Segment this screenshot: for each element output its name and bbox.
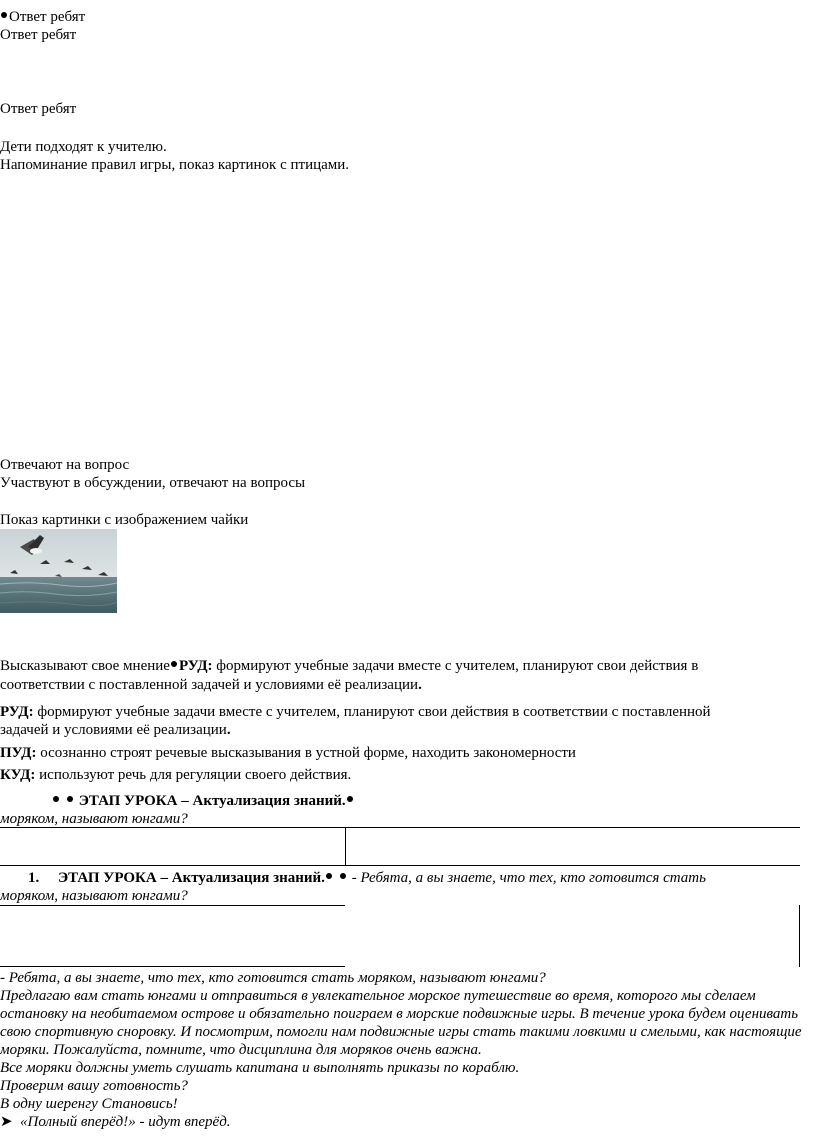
rud-text: формируют учебные задачи вместе с учителем, планируют свои действия в соответствии с поставленной [33,704,711,720]
seagulls-photo [0,529,117,613]
period: . [418,677,422,693]
proposal-text: Предлагаю вам стать юнгами и отправиться в увлекательное морское путешествие во время, которого мы сделаем остановку на необитаемом острове и обязательно поиграем в морские подвижные игры. В течение урока будем оценивать свою спортивную сноровку. И посмотрим, помогли нам подвижные игры стать такими ловкими и смелыми, как настоящие моряки. Пожалуйста, помните, что дисциплина для моряков очень важна. [0,988,802,1058]
kud-label: КУД: [0,767,36,783]
bullet-dot-icon [347,796,353,802]
rud-label-inline: РУД: [178,658,213,674]
kud-line [0,766,351,784]
stage-number: 1. [28,870,40,886]
stage-heading-numbered [28,869,706,887]
answer-line-1 [0,8,85,26]
line-up-line: В одну шеренгу Становись! [0,1096,178,1112]
bullet-dot-icon [340,873,346,879]
discussion-line: Участвуют в обсуждении, отвечают на вопросы [0,475,306,491]
children-approach-line: Дети подходят к учителю. [0,139,167,155]
table-divider [799,905,800,967]
opinions-text: Высказывают свое мнение [0,658,170,674]
table-rule [0,865,800,866]
answer-line-3: Ответ ребят [0,101,77,117]
stage-question: Ребята, а вы знаете, что тех, кто готовится стать [360,870,706,886]
dash: - [347,870,361,886]
pud-label: ПУД: [0,745,37,761]
rud-text-inline-2: соответствии с поставленной задачей и условиями её реализации [0,677,419,693]
pud-text: осознанно строят речевые высказывания в устной форме, находить закономерности [36,745,576,761]
bullet-dot-icon [67,796,73,802]
bullet-dot-icon [53,796,59,802]
seagull-picture-caption: Показ картинки с изображением чайки [0,512,249,528]
period: . [226,722,231,738]
opinions-line-2 [0,676,422,694]
rules-reminder-line: Напоминание правил игры, показ картинок с птицами. [0,157,350,173]
table-divider [345,827,346,865]
full-ahead-text: «Полный вперёд!» - идут вперёд. [20,1114,231,1130]
stage-title: ЭТАП УРОКА – Актуализация знаний. [58,870,325,886]
kud-text: используют речь для регуляции своего действия. [35,767,352,783]
rud-label: РУД: [0,704,34,720]
table-rule [0,905,345,906]
full-ahead-line [0,1113,814,1131]
table-rule [0,827,800,828]
arrow-bullet-icon: ➤ [0,1114,13,1130]
stage-heading [52,792,355,810]
sailors-line: Все моряки должны уметь слушать капитана и выполнять приказы по кораблю. [0,1060,520,1076]
table-rule [0,966,345,967]
stage-continuation: моряком, называют юнгами? [0,811,188,827]
rud-line [0,703,711,721]
pud-line [0,744,576,762]
bullet-dot-icon [326,873,332,879]
bullet-dot-icon [171,661,177,667]
bullet-dot-icon [1,12,7,18]
lesson-paragraph [0,969,814,1131]
opinions-line [0,657,698,675]
stage-title: ЭТАП УРОКА – Актуализация знаний. [78,793,346,809]
question-line: - Ребята, а вы знаете, что тех, кто готовится стать моряком, называют юнгами? [0,970,546,986]
rud-text-inline: формируют учебные задачи вместе с учителем, планируют свои действия в [212,658,699,674]
readiness-line: Проверим вашу готовность? [0,1078,188,1094]
answer-question-line: Отвечают на вопрос [0,457,130,473]
answer-line-2: Ответ ребят [0,27,77,43]
answer-text: Ответ ребят [9,9,86,25]
rud-line-2 [0,721,231,739]
rud-text-2: задачей и условиями её реализации [0,722,227,738]
stage-continuation-2: моряком, называют юнгами? [0,888,188,904]
